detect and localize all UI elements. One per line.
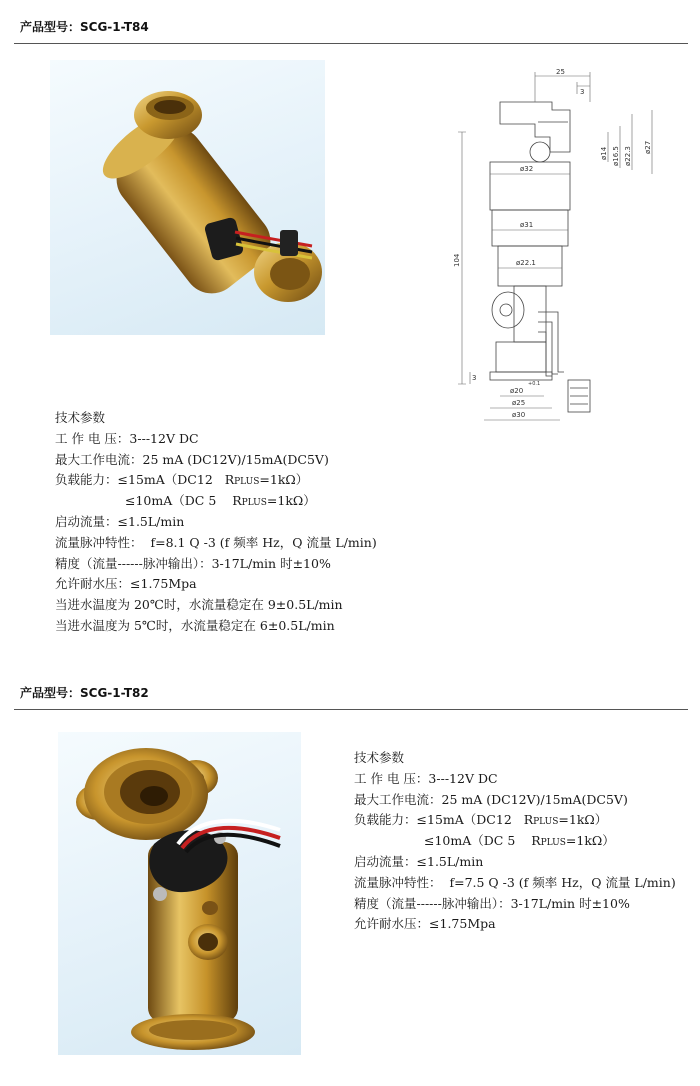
product-1-technical-drawing bbox=[440, 62, 688, 452]
dim-25-bottom: ø25 bbox=[512, 399, 526, 407]
product-2-divider bbox=[14, 709, 688, 710]
product-2-sensor-image bbox=[58, 732, 301, 1055]
dim-20-tolerance: +0.1 bbox=[528, 381, 541, 387]
dim-30: ø30 bbox=[512, 411, 526, 419]
spec-water-pressure: 允许耐水压：≤1.75Mpa bbox=[354, 916, 496, 932]
spec-load-capacity-12v: 负载能力：≤15mA（DC12 RPLUS=1kΩ） bbox=[354, 812, 608, 828]
dim-31: ø31 bbox=[520, 221, 534, 229]
spec-load-capacity-5v: ≤10mA（DC 5 RPLUS=1kΩ） bbox=[125, 493, 316, 509]
dim-3-top: 3 bbox=[580, 88, 585, 96]
product-2-specs bbox=[354, 748, 676, 935]
dim-14: ø14 bbox=[600, 146, 608, 160]
product-2-photo bbox=[58, 732, 301, 1055]
spec-max-current: 最大工作电流：25 mA (DC12V)/15mA(DC5V) bbox=[354, 791, 628, 807]
spec-accuracy: 精度（流量------脉冲输出）：3-17L/min 时±10% bbox=[55, 555, 331, 571]
dim-20: ø20 bbox=[510, 387, 524, 395]
product-1-sensor-image bbox=[50, 60, 325, 335]
dim-22-1: ø22.1 bbox=[516, 259, 536, 267]
dim-27: ø27 bbox=[644, 140, 652, 154]
dim-22-3: ø22.3 bbox=[624, 146, 632, 166]
spec-temp-20: 当进水温度为 20℃时，水流量稳定在 9±0.5L/min bbox=[55, 597, 343, 613]
product-2-model-title: 产品型号：SCG-1-T82 bbox=[20, 686, 149, 700]
spec-voltage: 工 作 电 压：3---12V DC bbox=[55, 430, 199, 446]
product-1-model-title: 产品型号：SCG-1-T84 bbox=[20, 20, 149, 34]
spec-temp-5: 当进水温度为 5℃时，水流量稳定在 6±0.5L/min bbox=[55, 617, 335, 633]
spec-start-flow: 启动流量：≤1.5L/min bbox=[55, 513, 185, 529]
spec-pulse-characteristic: 流量脉冲特性： f=7.5 Q -3 (f 频率 Hz，Q 流量 L/min) bbox=[354, 874, 676, 890]
product-1-specs bbox=[55, 408, 377, 637]
dim-32: ø32 bbox=[520, 165, 534, 173]
product-1-divider bbox=[14, 43, 688, 44]
spec-load-capacity-5v: ≤10mA（DC 5 RPLUS=1kΩ） bbox=[424, 833, 615, 849]
spec-start-flow: 启动流量：≤1.5L/min bbox=[354, 853, 484, 869]
spec-accuracy: 精度（流量------脉冲输出）：3-17L/min 时±10% bbox=[354, 895, 630, 911]
specs-heading: 技术参数 bbox=[55, 410, 106, 425]
dim-16-5: ø16.5 bbox=[612, 146, 620, 166]
spec-voltage: 工 作 电 压：3---12V DC bbox=[354, 770, 498, 786]
spec-pulse-characteristic: 流量脉冲特性： f=8.1 Q -3 (f 频率 Hz，Q 流量 L/min) bbox=[55, 534, 377, 550]
dim-104: 104 bbox=[453, 253, 461, 267]
spec-water-pressure: 允许耐水压：≤1.75Mpa bbox=[55, 576, 197, 592]
specs-heading: 技术参数 bbox=[354, 750, 405, 765]
spec-max-current: 最大工作电流：25 mA (DC12V)/15mA(DC5V) bbox=[55, 451, 329, 467]
dim-3-bottom: 3 bbox=[472, 374, 477, 382]
spec-load-capacity-12v: 负载能力：≤15mA（DC12 RPLUS=1kΩ） bbox=[55, 472, 309, 488]
product-1-photo bbox=[50, 60, 325, 335]
dim-25-top: 25 bbox=[556, 68, 565, 76]
